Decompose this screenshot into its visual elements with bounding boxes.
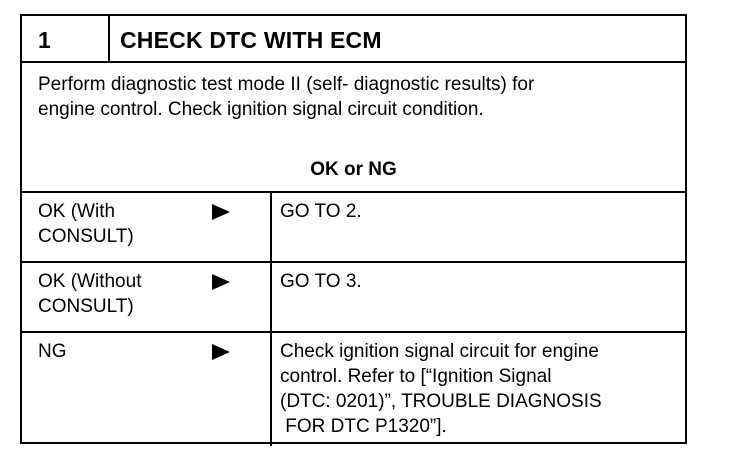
condition-line: CONSULT) (38, 296, 134, 317)
step-header (22, 16, 685, 63)
result-row-ng (22, 333, 685, 446)
description-line: engine control. Check ignition signal circuit condition. (38, 99, 484, 120)
action-line: GO TO 2. (280, 201, 362, 222)
action-line: Check ignition signal circuit for engine (280, 341, 599, 362)
action-cell (280, 199, 680, 224)
result-label: OK or NG (310, 159, 397, 180)
step-title: CHECK DTC WITH ECM (120, 27, 382, 53)
action-cell (280, 269, 680, 294)
result-rows (22, 191, 685, 446)
column-divider (270, 333, 272, 446)
action-cell (280, 339, 680, 439)
diagnostic-step-table (20, 14, 687, 444)
column-divider (270, 263, 272, 331)
condition-line: OK (Without (38, 271, 142, 292)
condition-cell (38, 339, 67, 364)
action-line: GO TO 3. (280, 271, 362, 292)
action-line: (DTC: 0201)”, TROUBLE DIAGNOSIS (280, 391, 602, 412)
result-row-ok-without-consult (22, 263, 685, 333)
condition-line: OK (With (38, 201, 116, 222)
step-description (38, 72, 668, 122)
action-line: FOR DTC P1320”]. (280, 416, 447, 437)
condition-cell (38, 199, 134, 249)
condition-line: NG (38, 341, 67, 362)
action-line: control. Refer to [“Ignition Signal (280, 366, 552, 387)
column-divider (270, 193, 272, 261)
result-row-ok-with-consult (22, 193, 685, 263)
description-line: Perform diagnostic test mode II (self- diagnostic results) for (38, 74, 535, 95)
step-number: 1 (22, 16, 110, 61)
condition-line: CONSULT) (38, 226, 134, 247)
play-arrow-icon (212, 274, 230, 290)
play-arrow-icon (212, 204, 230, 220)
play-arrow-icon (212, 344, 230, 360)
condition-cell (38, 269, 141, 319)
